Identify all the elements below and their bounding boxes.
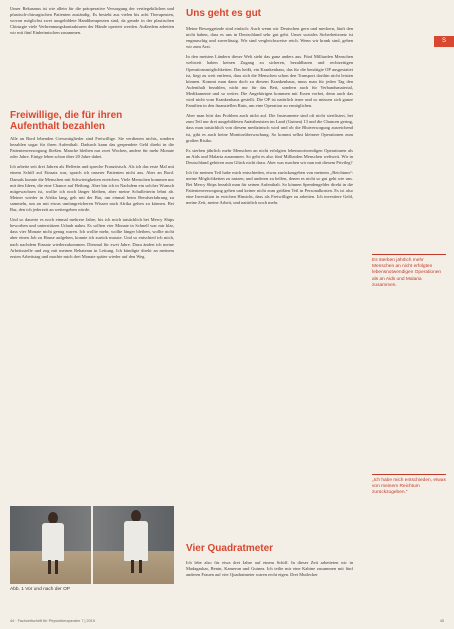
left-column-intro xyxy=(10,6,174,40)
left-paragraph: Alle an Bord lebenden Crewmitglieder sind Freiwillige. Sie verdienen nichts, sondern bezahlen sogar für ihren Aufenthalt. Dadurch kann das gespendete Geld direkt in die Patientenversorgung fließen. Manche bleiben nur zwei Wochen, andere für mehr Monate oder Jahre. Einige leben schon über 20 Jahre dabei. xyxy=(10,136,174,160)
middle-paragraph: Aber man hört das Problem auch nicht auf. Die Instrumente sind oft nicht sterilisiert, bei zum Teil nur drei ausgebildeten Anästhesisten im Land (Guinea) 13 und die Chancen gering, dass man tatsächlich von diesem medizinisch wird und ob die Blutversorgung ausreichend ist, gibt es auch keine Monitorüberwachung. So kommt selbst kleinere Operationen zum großen Risiko. xyxy=(186,113,353,143)
volunteers-heading: Freiwillige, die für ihren Aufenthalt bezahlen xyxy=(10,110,123,132)
middle-paragraph: In den meisten Ländern dieser Welt sieht das ganz anders aus. Fünf Milliarden Menschen weltweit haben keinen Zugang zu sicheren, bezahlbaren und rechtzeitigen Operationsmöglichkeiten. Das heißt, ein Krankenhaus, das für die benötigte OP ausgestattet ist, liegt zu weit entfernt, dass sich die Menschen schon den Transport dorthin nicht leisten können. Kommt man dann doch zu diesem Krankenhaus, muss man für jeden Tag den Aufenthalt bezahlen, nicht nur für das Bett, sondern auch für Verbandsmaterial, Medikamente und so weiter. Die Angehörigen kommen mit Essen vorbei, denn auch das wird nicht vom Krankenhaus gestellt. Die OP ist natürlich teuer und so müssen sich ganze Familien in den finanziellen Ruin, um eine Operation zu ermöglichen. xyxy=(186,54,353,109)
sidebar-quote-text: Es sterben jährlich mehr Menschen an nicht erfolgten lebensnotwendigen Operationen als an Aids und Malaria zusammen. xyxy=(372,257,442,289)
sidebar-quote-two xyxy=(372,474,446,497)
middle-paragraph: Meine Beweggründe sind einfach: Auch wenn wir Deutschen gern und meckern, läuft den nicht haben, dass es uns in Deutschland sehr gut geht. Unser soziales Sicherheitsnetz ist engmaschig und zuverlässig. Wir sind vergleichsweise reich. Wenn wir krank sind, gehen wir zum Arzt. xyxy=(186,26,353,50)
middle-paragraph: Ich für meinen Teil habe mich entschieden, etwas zurückzugeben von meinem „Reichtum“: meine Möglichkeiten zu nutzen, und anderen zu helfen, denen es nicht so gut geht wie uns. Bei Mercy Ships bezahlt man für seinen Aufenthalt. So können Spendengelder direkt in die Patientenversorgung gehen und keiner nicht zum größten Teil in Personalkosten. Es ist also eine Investition in ewichen Hinsicht, dass als Freiwilliger zu arbeiten. Ich investiere Geld, meine Zeit, meine Arbeit, und natürlich noch mehr. xyxy=(186,169,353,206)
middle-column-bottom xyxy=(186,560,353,582)
page-number: 45 xyxy=(439,619,444,623)
middle-column-body xyxy=(186,26,353,211)
photo-divider xyxy=(91,506,93,584)
left-paragraph: Ich arbeite seit drei Jahren als Helferin und spreche Französisch. Als ich das erste Mal mit einem Schiff auf Einsatz war, sprach ich unserer Patienten nicht aus. Aber an Bord. Damals konnte die Menschen mit Schwierigkeiten erreichen. Viele Menschen kommen nur mit den Ideen, die eine Chance auf Heilung. Aber bin ich in Nachdem ein solcher Wunsch mitgewachsen ist, wollte ich noch länger bleiben, aber meine Schulleiterin lehnt ab. Meiner wieder in Afrika lang, geh mit der Bar, um einmal beim Berufserfahrung zu sammeln, um an mit etwas umfangreicheren Wissen nach Afrika gehen zu können. Bei Bar, den ich jederzeit an weitergeben würde. xyxy=(10,164,174,213)
left-paragraph: Und so dauerte es noch einmal mehrere Jahre, bis ich mich tatsächlich bei Mercy Ships beworben und unterstützen Urlaub nahm. Es sollten vier Monate in Schnell war mir klar, dass vier Monate nicht genug waren. Ich wollte mehr, wollte länger bleiben, wollte nicht aber einen Job zu Hause aufgeben, konnte ich zurück musste. Und so entschied ich mich, nach nachdem Einsatz wiederzukommen. Diesmal für zwei Jahre. Dazu ändert ich meine Arbeitsstelle und zog mit meinen Rehateam in Leitung. Ich kündigte direkt an meinem ersten Arbeitstag und machte mich drei Monate später wieder auf den Weg. xyxy=(10,217,174,259)
sidebar-rule xyxy=(372,254,446,255)
sidebar-quote-text: „Ich habe mich entschieden, etwas von meinem Reichtum zurückzugeben.“ xyxy=(372,477,446,496)
left-column-body xyxy=(10,136,174,264)
section-tab: S xyxy=(434,36,454,47)
intro-paragraph: Unser Rekasmus ist wie allein für die präoperative Versorgung der vertiegekilichen und pfastisch-chirurgischen Patienten zuständig. Es besteht aus vielen bis acht Therapeuten, wovon möglichst zwei ausgebildete Handtherapeuten sind, da gerade in der plastischen Chirurgie viele Verbrennungskontrakturen der Hände operiert werden. Außerdem arbeiten wir mit fünf Einheimischen zusammen. xyxy=(10,6,174,36)
footer-left: 44 · Fachzeitschrift für Physiotherapeuten 7 | 2019 xyxy=(10,619,95,623)
middle-paragraph: Es sterben jährlich mehr Menschen an nicht erfolgten lebensnotwendigen Operationen als an Aids und Malaria zusammen. So geht es also fünf Milliarden Menschen weltweit. Wir in Deutschland gehören zum Glück nicht dazu. Aber was machen wir nun mit diesem Privileg? xyxy=(186,147,353,165)
sidebar-quote-one xyxy=(372,254,446,290)
sidebar-rule xyxy=(372,474,446,475)
before-after-photo xyxy=(10,506,174,584)
middle-bottom-paragraph: Ich lebe also für etwa drei Jahre auf einem Schiff. In dieser Zeit arbeiteten wir in Madagaskar, Benin, Kamerun und Guinea. Ich teilte mir eine Kabine zusammen mit fünf anderen Frauen auf vier Quadratmeter waren recht eigen. Drei Mutlecker xyxy=(186,560,353,578)
photo-caption: Abb. 1 Vor und nach der OP xyxy=(10,587,71,592)
four-square-meters-heading: Vier Quadratmeter xyxy=(186,543,274,554)
we-are-fine-heading: Uns geht es gut xyxy=(186,8,262,19)
